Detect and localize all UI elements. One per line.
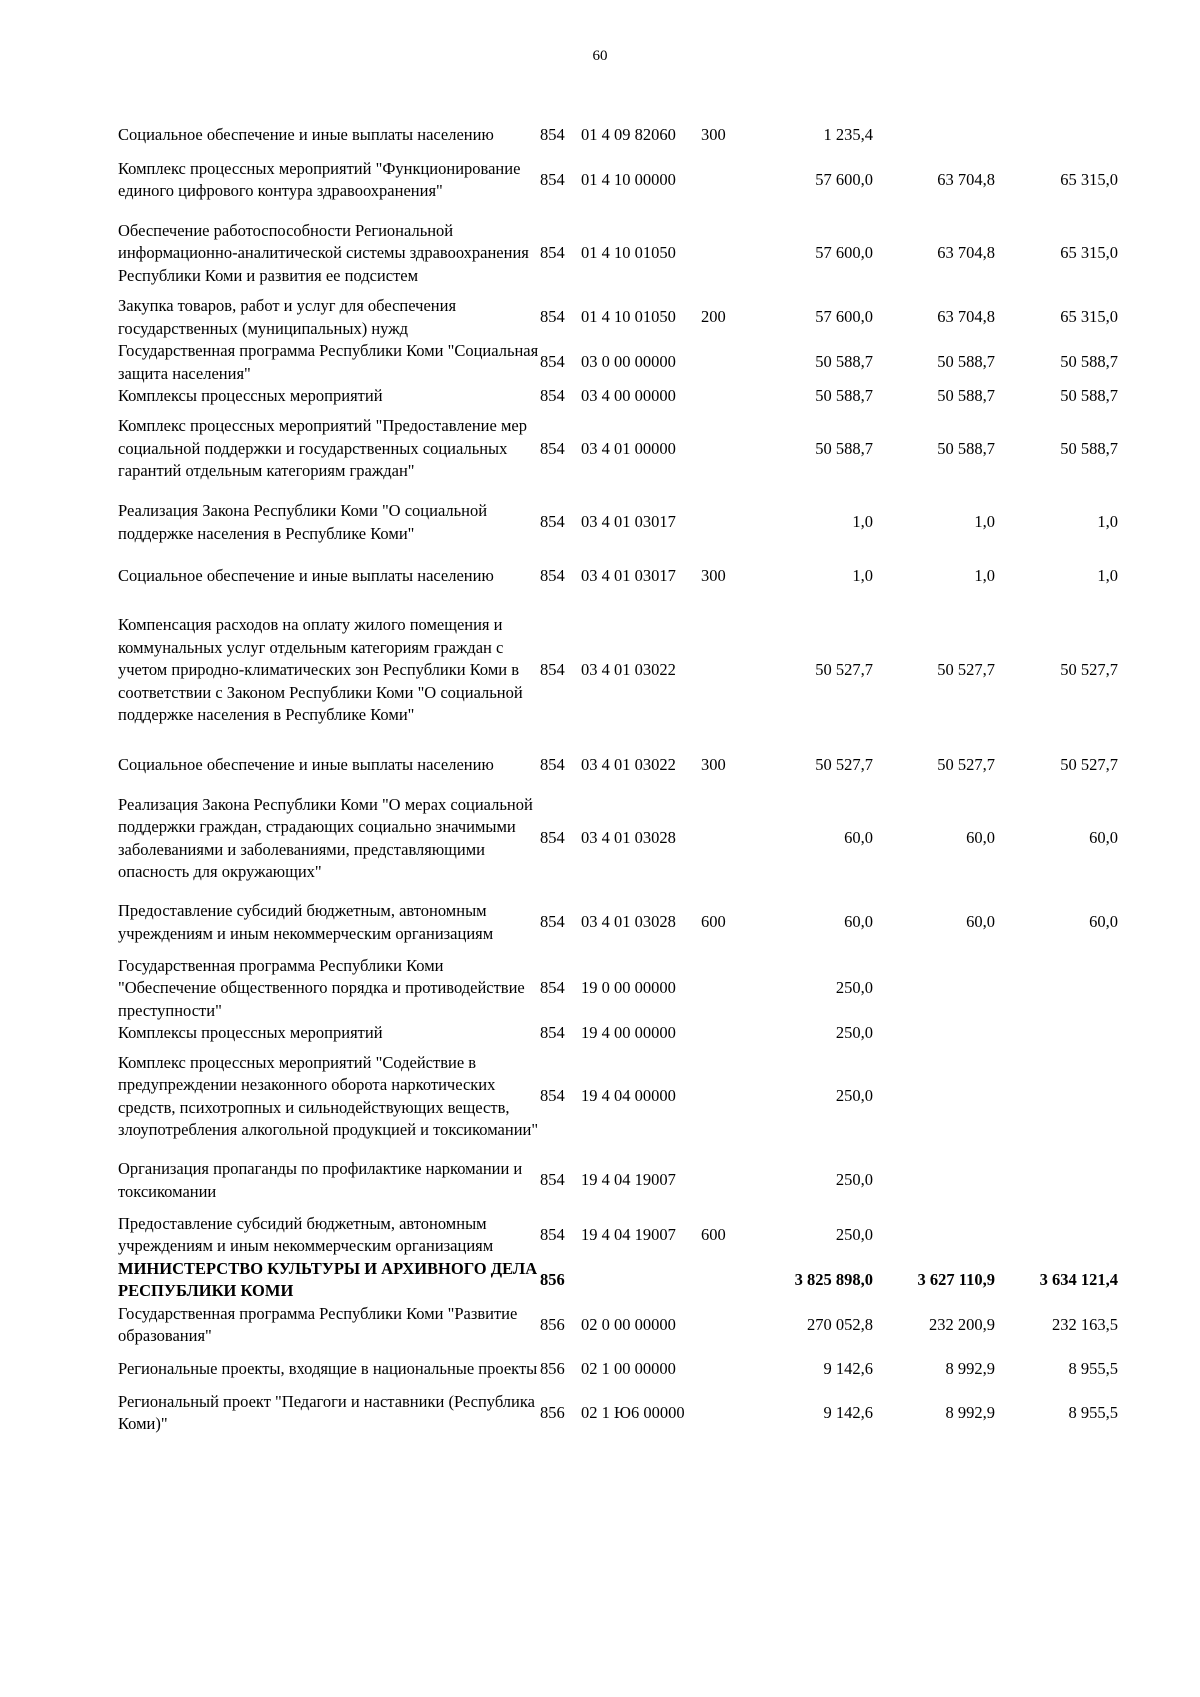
row-amount-year3-cell: 8 955,5 xyxy=(1068,1402,1118,1422)
table-row xyxy=(118,1303,1118,1348)
row-amount-year1-cell: 60,0 xyxy=(844,828,873,848)
row-department-code-cell: 854 xyxy=(540,754,565,774)
row-amount-year2-cell xyxy=(873,1022,995,1045)
table-row xyxy=(118,955,1118,1023)
table-row xyxy=(118,212,1118,295)
row-amount-year1-cell: 1,0 xyxy=(852,512,873,532)
row-expense-type-cell xyxy=(701,955,751,1023)
row-name-cell: Комплекс процессных мероприятий "Содействие в предупреждении незаконного оборота наркотических средств, психотропных и сильнодействующих веществ, злоупотребления алкогольной продукцией и токсикомании" xyxy=(118,1052,539,1139)
row-target-article-cell: 01 4 10 01050 xyxy=(581,307,676,327)
row-amount-year2-cell: 50 527,7 xyxy=(937,754,995,774)
row-expense-type-cell xyxy=(701,1045,751,1149)
row-amount-year2-cell xyxy=(873,1213,995,1258)
row-department-code-cell: 854 xyxy=(540,660,565,680)
row-expense-type-cell: 300 xyxy=(701,565,726,585)
table-row xyxy=(118,385,1118,408)
row-amount-year3-cell xyxy=(995,1022,1118,1045)
row-amount-year2-cell: 1,0 xyxy=(974,565,995,585)
row-amount-year3-cell: 50 588,7 xyxy=(1060,438,1118,458)
table-row xyxy=(118,787,1118,891)
row-name-cell: Региональные проекты, входящие в национальные проекты xyxy=(118,1358,538,1378)
row-amount-year2-cell: 8 992,9 xyxy=(945,1402,995,1422)
row-target-article-cell: 02 1 Ю6 00000 xyxy=(581,1402,685,1422)
row-expense-type-cell xyxy=(701,1022,751,1045)
row-expense-type-cell xyxy=(701,1348,751,1391)
row-department-code-cell: 854 xyxy=(540,1170,565,1190)
row-department-code-cell: 854 xyxy=(540,352,565,372)
row-amount-year2-cell: 50 588,7 xyxy=(937,386,995,405)
row-amount-year2-cell: 60,0 xyxy=(966,912,995,932)
row-name-cell: Закупка товаров, работ и услуг для обеспечения государственных (муниципальных) нужд xyxy=(118,296,457,338)
row-expense-type-cell: 600 xyxy=(701,912,726,932)
row-amount-year2-cell xyxy=(873,1045,995,1149)
row-amount-year1-cell: 3 825 898,0 xyxy=(794,1269,873,1289)
row-department-code-cell: 854 xyxy=(540,386,565,405)
row-target-article-cell: 03 4 00 00000 xyxy=(581,386,676,405)
row-amount-year1-cell: 50 527,7 xyxy=(815,754,873,774)
table-row xyxy=(118,1258,1118,1303)
table-row xyxy=(118,555,1118,598)
row-name-cell: Компенсация расходов на оплату жилого помещения и коммунальных услуг отдельным категориям граждан с учетом природно-климатических зон Республики Коми в соответствии с Законом Республики Коми "О социальной поддержке населения в Республике Коми" xyxy=(118,615,523,725)
row-amount-year1-cell: 250,0 xyxy=(835,1224,873,1244)
row-department-code-cell: 854 xyxy=(540,1086,565,1106)
row-amount-year1-cell: 250,0 xyxy=(835,978,873,997)
row-name-cell: Организация пропаганды по профилактике наркомании и токсикомании xyxy=(118,1159,523,1201)
row-department-code-cell: 854 xyxy=(540,1023,565,1042)
row-department-code-cell: 854 xyxy=(540,978,565,997)
row-amount-year1-cell: 50 527,7 xyxy=(815,660,873,680)
row-amount-year3-cell xyxy=(995,955,1118,1023)
row-amount-year3-cell: 3 634 121,4 xyxy=(1039,1269,1118,1289)
row-amount-year1-cell: 270 052,8 xyxy=(807,1314,873,1334)
row-name-cell: Комплекс процессных мероприятий "Функционирование единого цифрового контура здравоохранения" xyxy=(118,158,521,200)
row-amount-year1-cell: 50 588,7 xyxy=(815,386,873,405)
table-row xyxy=(118,295,1118,340)
row-amount-year2-cell: 50 527,7 xyxy=(937,660,995,680)
row-department-code-cell: 854 xyxy=(540,307,565,327)
table-row xyxy=(118,744,1118,787)
row-department-code-cell: 854 xyxy=(540,1224,565,1244)
row-department-code-cell: 856 xyxy=(540,1314,565,1334)
row-name-cell: Комплексы процессных мероприятий xyxy=(118,1023,383,1042)
row-expense-type-cell xyxy=(701,491,751,555)
row-expense-type-cell xyxy=(701,598,751,744)
row-target-article-cell: 03 0 00 00000 xyxy=(581,352,676,372)
table-row xyxy=(118,891,1118,955)
row-amount-year3-cell: 50 588,7 xyxy=(1060,386,1118,405)
row-amount-year3-cell: 65 315,0 xyxy=(1060,243,1118,263)
row-amount-year1-cell: 50 588,7 xyxy=(815,438,873,458)
row-amount-year3-cell: 50 527,7 xyxy=(1060,754,1118,774)
table-row xyxy=(118,340,1118,385)
row-amount-year1-cell: 60,0 xyxy=(844,912,873,932)
row-expense-type-cell xyxy=(701,340,751,385)
row-amount-year3-cell: 1,0 xyxy=(1097,565,1118,585)
row-department-code-cell: 854 xyxy=(540,828,565,848)
row-target-article-cell: 01 4 10 00000 xyxy=(581,169,676,189)
row-name-cell: Реализация Закона Республики Коми "О мерах социальной поддержки граждан, страдающих социально значимыми заболеваниями и заболеваниями, представляющими опасность для окружающих" xyxy=(118,794,533,881)
row-amount-year1-cell: 250,0 xyxy=(835,1023,873,1042)
row-amount-year1-cell: 57 600,0 xyxy=(815,307,873,327)
row-amount-year3-cell xyxy=(995,1149,1118,1213)
row-amount-year2-cell: 232 200,9 xyxy=(929,1314,995,1334)
row-amount-year3-cell: 50 527,7 xyxy=(1060,660,1118,680)
table-row xyxy=(118,491,1118,555)
row-amount-year3-cell xyxy=(995,122,1118,148)
table-row xyxy=(118,1022,1118,1045)
row-amount-year3-cell: 8 955,5 xyxy=(1068,1358,1118,1378)
row-target-article-cell: 19 0 00 00000 xyxy=(581,978,676,997)
row-department-code-cell: 854 xyxy=(540,912,565,932)
row-name-cell: Предоставление субсидий бюджетным, автономным учреждениям и иным некоммерческим организациям xyxy=(118,1213,494,1255)
row-target-article-cell: 19 4 04 00000 xyxy=(581,1086,676,1106)
row-department-code-cell: 856 xyxy=(540,1402,565,1422)
row-name-cell: МИНИСТЕРСТВО КУЛЬТУРЫ И АРХИВНОГО ДЕЛА РЕСПУБЛИКИ КОМИ xyxy=(118,1258,538,1300)
row-expense-type-cell xyxy=(701,148,751,212)
row-expense-type-cell xyxy=(701,787,751,891)
row-name-cell: Комплекс процессных мероприятий "Предоставление мер социальной поддержки и государственных социальных гарантий отдельным категориям граждан" xyxy=(118,416,527,481)
row-amount-year3-cell: 65 315,0 xyxy=(1060,169,1118,189)
row-target-article-cell: 19 4 04 19007 xyxy=(581,1224,676,1244)
row-name-cell: Социальное обеспечение и иные выплаты населению xyxy=(118,565,494,585)
row-amount-year3-cell xyxy=(995,1213,1118,1258)
row-target-article-cell: 01 4 10 01050 xyxy=(581,243,676,263)
row-target-article-cell: 03 4 01 03028 xyxy=(581,912,676,932)
row-department-code-cell: 856 xyxy=(540,1269,565,1289)
row-amount-year1-cell: 1,0 xyxy=(852,565,873,585)
row-name-cell: Социальное обеспечение и иные выплаты населению xyxy=(118,124,494,144)
table-row xyxy=(118,1045,1118,1149)
row-name-cell: Региональный проект "Педагоги и наставники (Республика Коми)" xyxy=(118,1391,535,1433)
row-target-article-cell: 03 4 01 03017 xyxy=(581,512,676,532)
row-amount-year2-cell: 60,0 xyxy=(966,828,995,848)
row-amount-year2-cell: 8 992,9 xyxy=(945,1358,995,1378)
row-amount-year1-cell: 9 142,6 xyxy=(823,1358,873,1378)
row-amount-year1-cell: 250,0 xyxy=(835,1086,873,1106)
row-amount-year3-cell: 60,0 xyxy=(1089,828,1118,848)
row-amount-year1-cell: 250,0 xyxy=(835,1170,873,1190)
row-amount-year2-cell xyxy=(873,955,995,1023)
row-amount-year2-cell: 1,0 xyxy=(974,512,995,532)
row-amount-year2-cell: 3 627 110,9 xyxy=(917,1269,995,1289)
row-amount-year3-cell: 65 315,0 xyxy=(1060,307,1118,327)
row-expense-type-cell xyxy=(701,1391,751,1436)
row-name-cell: Реализация Закона Республики Коми "О социальной поддержке населения в Республике Коми" xyxy=(118,501,488,543)
row-expense-type-cell xyxy=(701,212,751,295)
row-department-code-cell: 854 xyxy=(540,438,565,458)
table-row xyxy=(118,1149,1118,1213)
row-target-article-cell: 01 4 09 82060 xyxy=(581,124,676,144)
row-name-cell: Социальное обеспечение и иные выплаты населению xyxy=(118,754,494,774)
row-target-article-cell: 02 1 00 00000 xyxy=(581,1358,676,1378)
row-department-code-cell: 856 xyxy=(540,1358,565,1378)
row-amount-year2-cell: 63 704,8 xyxy=(937,243,995,263)
row-expense-type-cell xyxy=(701,385,751,408)
row-expense-type-cell xyxy=(701,1149,751,1213)
row-expense-type-cell xyxy=(701,1258,751,1303)
row-expense-type-cell: 200 xyxy=(701,307,726,327)
row-amount-year2-cell xyxy=(873,1149,995,1213)
row-department-code-cell: 854 xyxy=(540,512,565,532)
row-target-article-cell: 03 4 01 03028 xyxy=(581,828,676,848)
row-amount-year3-cell: 50 588,7 xyxy=(1060,352,1118,372)
row-expense-type-cell: 300 xyxy=(701,124,726,144)
row-target-article-cell: 03 4 01 03022 xyxy=(581,754,676,774)
table-row xyxy=(118,1348,1118,1391)
row-amount-year1-cell: 9 142,6 xyxy=(823,1402,873,1422)
row-target-article-cell: 03 4 01 03022 xyxy=(581,660,676,680)
row-amount-year2-cell xyxy=(873,122,995,148)
table-row xyxy=(118,598,1118,744)
row-expense-type-cell: 300 xyxy=(701,754,726,774)
row-amount-year3-cell: 232 163,5 xyxy=(1052,1314,1118,1334)
row-department-code-cell: 854 xyxy=(540,243,565,263)
row-amount-year3-cell: 60,0 xyxy=(1089,912,1118,932)
row-target-article-cell: 02 0 00 00000 xyxy=(581,1314,676,1334)
row-amount-year2-cell: 50 588,7 xyxy=(937,352,995,372)
row-target-article-cell: 19 4 04 19007 xyxy=(581,1170,676,1190)
table-row xyxy=(118,1213,1118,1258)
budget-table xyxy=(118,122,1118,1436)
row-amount-year3-cell: 1,0 xyxy=(1097,512,1118,532)
row-amount-year3-cell xyxy=(995,1045,1118,1149)
row-target-article-cell: 19 4 00 00000 xyxy=(581,1023,676,1042)
table-row xyxy=(118,1391,1118,1436)
row-target-article-cell: 03 4 01 03017 xyxy=(581,565,676,585)
row-amount-year2-cell: 50 588,7 xyxy=(937,438,995,458)
row-amount-year1-cell: 1 235,4 xyxy=(823,124,873,144)
row-expense-type-cell xyxy=(701,408,751,491)
row-name-cell: Предоставление субсидий бюджетным, автономным учреждениям и иным некоммерческим организациям xyxy=(118,901,494,943)
row-amount-year2-cell: 63 704,8 xyxy=(937,169,995,189)
row-amount-year1-cell: 50 588,7 xyxy=(815,352,873,372)
row-target-article-cell xyxy=(581,1258,701,1303)
row-name-cell: Государственная программа Республики Коми "Обеспечение общественного порядка и противодействие преступности" xyxy=(118,955,525,1020)
row-department-code-cell: 854 xyxy=(540,124,565,144)
row-department-code-cell: 854 xyxy=(540,169,565,189)
table-row xyxy=(118,148,1118,212)
row-expense-type-cell: 600 xyxy=(701,1224,726,1244)
row-department-code-cell: 854 xyxy=(540,565,565,585)
row-expense-type-cell xyxy=(701,1303,751,1348)
page-number: 60 xyxy=(592,48,608,64)
row-name-cell: Государственная программа Республики Коми "Развитие образования" xyxy=(118,1303,518,1345)
row-name-cell: Государственная программа Республики Коми "Социальная защита населения" xyxy=(118,341,539,383)
row-amount-year1-cell: 57 600,0 xyxy=(815,169,873,189)
row-amount-year1-cell: 57 600,0 xyxy=(815,243,873,263)
row-name-cell: Комплексы процессных мероприятий xyxy=(118,386,383,405)
row-amount-year2-cell: 63 704,8 xyxy=(937,307,995,327)
table-row xyxy=(118,122,1118,148)
row-name-cell: Обеспечение работоспособности Региональной информационно-аналитической системы здравоохранения Республики Коми и развития ее подсистем xyxy=(118,220,529,285)
row-target-article-cell: 03 4 01 00000 xyxy=(581,438,676,458)
table-row xyxy=(118,408,1118,491)
